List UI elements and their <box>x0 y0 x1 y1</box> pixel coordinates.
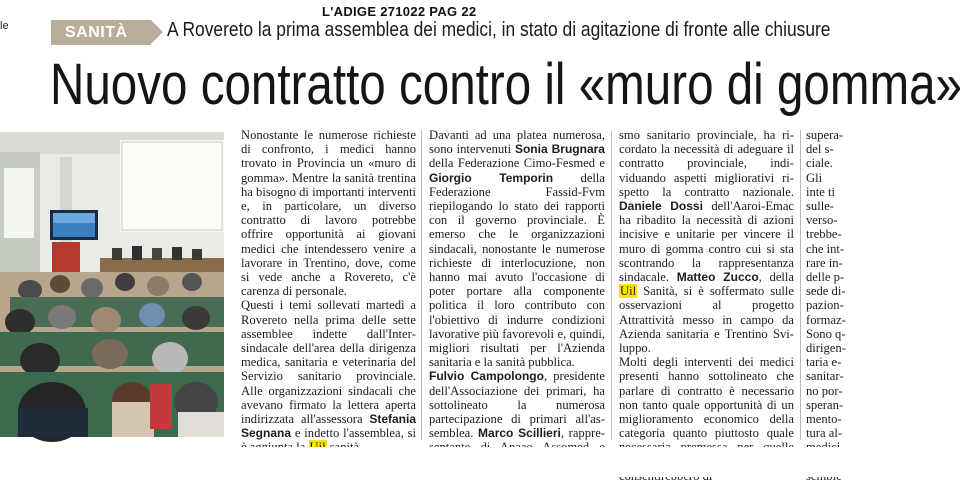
text-run: , rappre <box>560 426 605 441</box>
column-divider <box>611 130 612 440</box>
text-run: della Federazione Cimo-Fesmed e <box>429 156 605 171</box>
person-name: Marco Scillieri <box>478 426 561 441</box>
article-paragraph <box>429 128 605 369</box>
person-name: Daniele Dossi <box>619 199 703 214</box>
article-paragraph <box>619 128 794 355</box>
text-run: Davanti ad una platea numerosa, sono intervenuti <box>429 128 605 157</box>
text-run: Sanità, si è soffermato sulle osservazioni al progetto Attrattività messo in campo da Azienda sanitaria e Trentino Sviluppo. <box>619 284 794 356</box>
adjacent-article-fragment: le <box>0 20 9 32</box>
article-column-3 <box>619 128 794 442</box>
article-column-1 <box>241 128 416 442</box>
article-paragraph <box>806 128 847 171</box>
person-name: Matteo Zucco <box>676 270 759 285</box>
text-run: Nonostante le numerose richieste di confronto, i medici hanno trovato in Provincia un «muro di gomma». Mentre la sanità trentina ha bisogno di importanti interventi e, in particolare, un diverso contratto di lavoro potrebbe offrire opportunità ai giovani medici che intendessero venire a lavorare in Trentino, dove, come si vede anche a Rovereto, c'è carenza di personale. <box>241 128 416 299</box>
kicker-line: A Rovereto la prima assemblea dei medici, in stato di agitazione di fronte alle chiusure <box>167 19 831 41</box>
column-divider <box>800 130 801 440</box>
article-paragraph <box>241 298 416 454</box>
text-run: Molti degli interventi dei medici presenti hanno sottolineato che parlare di contratto è necessario non tanto quale opportunità di un miglioramento economico della categoria quanto piuttosto quale <box>619 355 794 441</box>
headline: Nuovo contratto contro il «muro di gomma» <box>50 52 962 117</box>
text-run: supera del s ciale. <box>806 128 844 171</box>
photo-illustration <box>0 132 224 437</box>
text-run: dell'Aaroi-Emac ha ribadito la necessità di azioni incisive e unitarie per vincere il muro di gomma contro cui si sta scontrando la rappresentanza sindacale. <box>619 199 795 285</box>
text-run: Questi i temi sollevati martedì a Rovereto nella prima delle sette assemblee indette dall'Intersindacale dell'area della dirigenza medica, sanitaria e veterinaria del Servizio sanitario provinciale. Alle organizzazioni sindacali che avevano firmato la lettera aperta indirizzata all'assessora <box>241 298 416 427</box>
text-run: Gli inte ti sulle verso trebbe che int rare in delle p sede di pazion formaz Sono q dirigen taria e sanitar no por speran mento tura al <box>806 170 846 441</box>
conference-room-photo <box>0 132 224 437</box>
article-paragraph <box>806 171 847 483</box>
article-paragraph <box>241 128 416 298</box>
article-column-4-partial <box>806 128 847 442</box>
text-run: e indetto l'assemblea, si <box>294 426 416 441</box>
person-name: Fulvio Campolongo <box>429 369 544 384</box>
source-reference: L'ADIGE 271022 PAG 22 <box>322 4 477 19</box>
highlighted-term: Uil <box>620 284 637 299</box>
person-name: Giorgio Temporin <box>429 170 554 185</box>
text-run: della Federazione Fassid-Fvm riepilogando lo stato dei rapporti con il governo provinciale. È emerso che le organizzazioni sindacali, nonostante le numerose richieste di interlocuzione, non hanno mai avuto l'occasione di poter portare alla componente politica il loro contributo con l'obiettivo di indurre condizioni lavorative più favorevoli e, quindi, migliori risultati per l'Azienda sanitaria e la sanità pubblica. <box>429 170 605 370</box>
text-run: , presidente dell'Associazione dei primari, ha sottolineato la numerosa partecipazione di primari all'assemblea. <box>429 369 605 441</box>
article-column-2 <box>429 128 605 442</box>
section-label: SANITÀ <box>51 20 151 45</box>
page-margin <box>0 447 847 477</box>
text-run: , della <box>758 270 795 285</box>
person-name: Sonia Brugnara <box>514 142 605 157</box>
person-name: Stefania Segnana <box>241 412 416 441</box>
text-run: smo sanitario provinciale, ha ricordato la necessità di adeguare il contratto provinciale, individuando aspetti migliorativi rispetto la contratto nazionale. <box>619 128 794 199</box>
column-divider <box>421 130 422 440</box>
